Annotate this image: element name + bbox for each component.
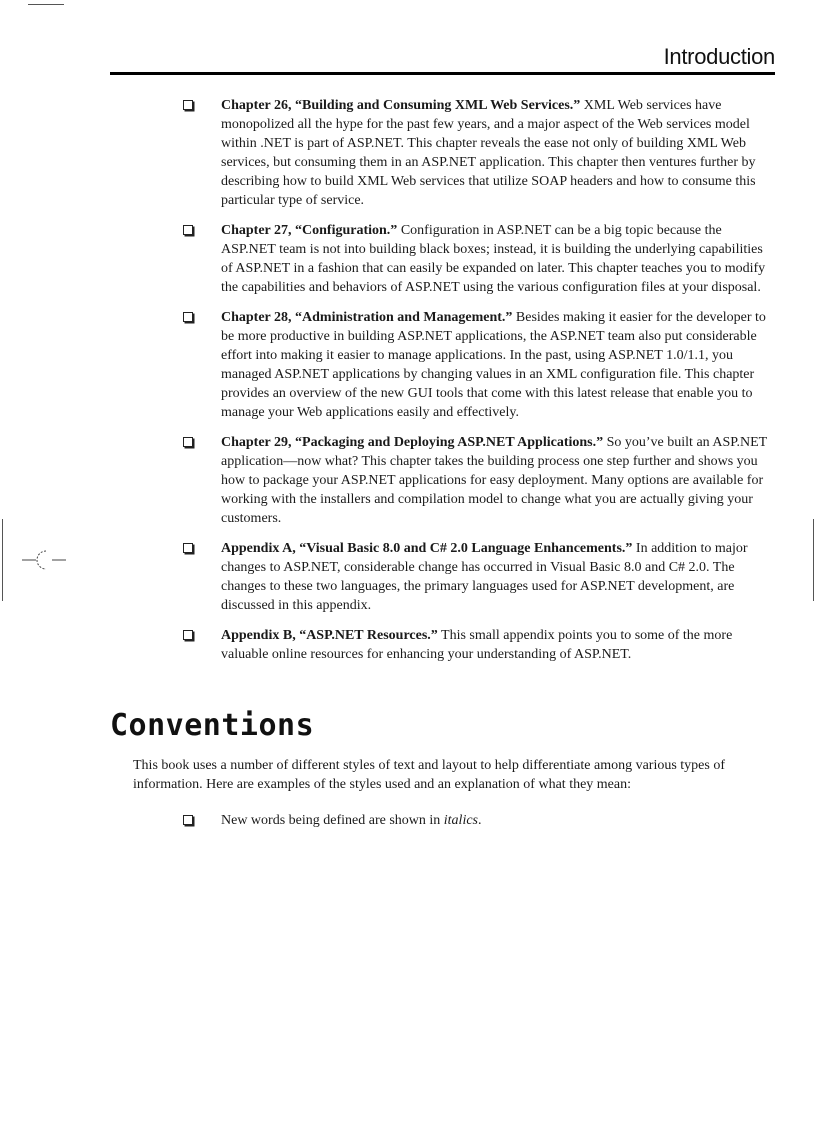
item-title: Chapter 26, “Building and Consuming XML Web Services.” [221, 98, 581, 113]
checkbox-bullet-icon [183, 100, 193, 110]
item-text: This small appendix points you to some of the more valuable online resources for enhancing your understanding of ASP.NET. [221, 628, 733, 662]
item-text: New words being defined are shown in [221, 813, 441, 828]
checkbox-bullet-icon [183, 815, 193, 825]
item-title: Chapter 27, “Configuration.” [221, 223, 398, 238]
item-title: Chapter 29, “Packaging and Deploying ASP.NET Applications.” [221, 435, 604, 450]
checkbox-bullet-icon [183, 312, 193, 322]
checkbox-bullet-icon [183, 543, 193, 553]
item-text: Besides making it easier for the developer to be more productive in building ASP.NET applications, the ASP.NET team also put considerable effort into making it easier to manage applications. In the past, using ASP.NET 1.0/1.1, you managed ASP.NET applications by changing values in an XML configuration file. This chapter provides an overview of the new GUI tools that come with this latest release that enable you to manage your Web applications easily and effectively. [221, 310, 766, 420]
list-item [183, 221, 773, 297]
conventions-list [183, 811, 773, 841]
item-text: In addition to major changes to ASP.NET, considerable change has occurred in Visual Basic 8.0 and C# 2.0. The changes to these two languages, the primary languages used for ASP.NET development, are discussed in this appendix. [221, 541, 748, 613]
checkbox-bullet-icon [183, 437, 193, 447]
list-item [183, 433, 773, 528]
item-text: XML Web services have monopolized all the hype for the past few years, and a major aspect of the Web services model within .NET is part of ASP.NET. This chapter reveals the ease not only of building XML Web services, but consuming them in an ASP.NET application. This chapter then ventures further by describing how to build XML Web services that utilize SOAP headers and how to consume this particular type of service. [221, 98, 756, 208]
crop-mark-right [813, 519, 814, 601]
chapter-list [183, 96, 773, 675]
running-head: Introduction [663, 44, 775, 69]
header-rule [110, 72, 775, 75]
crop-mark-top [28, 4, 64, 5]
list-item [183, 96, 773, 210]
item-title: Appendix A, “Visual Basic 8.0 and C# 2.0 Language Enhancements.” [221, 541, 633, 556]
item-title: Chapter 28, “Administration and Management.” [221, 310, 513, 325]
checkbox-bullet-icon [183, 630, 193, 640]
section-heading: Conventions [110, 708, 315, 743]
list-item [183, 626, 773, 664]
crop-mark-left [2, 519, 3, 601]
checkbox-bullet-icon [183, 225, 193, 235]
italic-example: italics [443, 813, 479, 828]
item-punctuation: . [478, 813, 482, 828]
conventions-intro: This book uses a number of different styles of text and layout to help differentiate among various types of information. Here are examples of the styles used and an explanation of what they mean: [133, 758, 726, 792]
registration-mark-icon [22, 548, 66, 572]
item-text: Configuration in ASP.NET can be a big topic because the ASP.NET team is not into building black boxes; instead, it is building the underlying capabilities of ASP.NET in a fashion that can easily be expanded on later. This chapter teaches you to modify the capabilities and behaviors of ASP.NET using the various configuration files at your disposal. [221, 223, 766, 295]
list-item [183, 308, 773, 422]
list-item [183, 811, 773, 830]
item-text: So you’ve built an ASP.NET application—now what? This chapter takes the building process one step further and shows you how to package your ASP.NET applications for easy deployment. Many options are available for working with the installers and compilation model to change what you are actually giving your customers. [221, 435, 767, 526]
item-title: Appendix B, “ASP.NET Resources.” [221, 628, 438, 643]
list-item [183, 539, 773, 615]
